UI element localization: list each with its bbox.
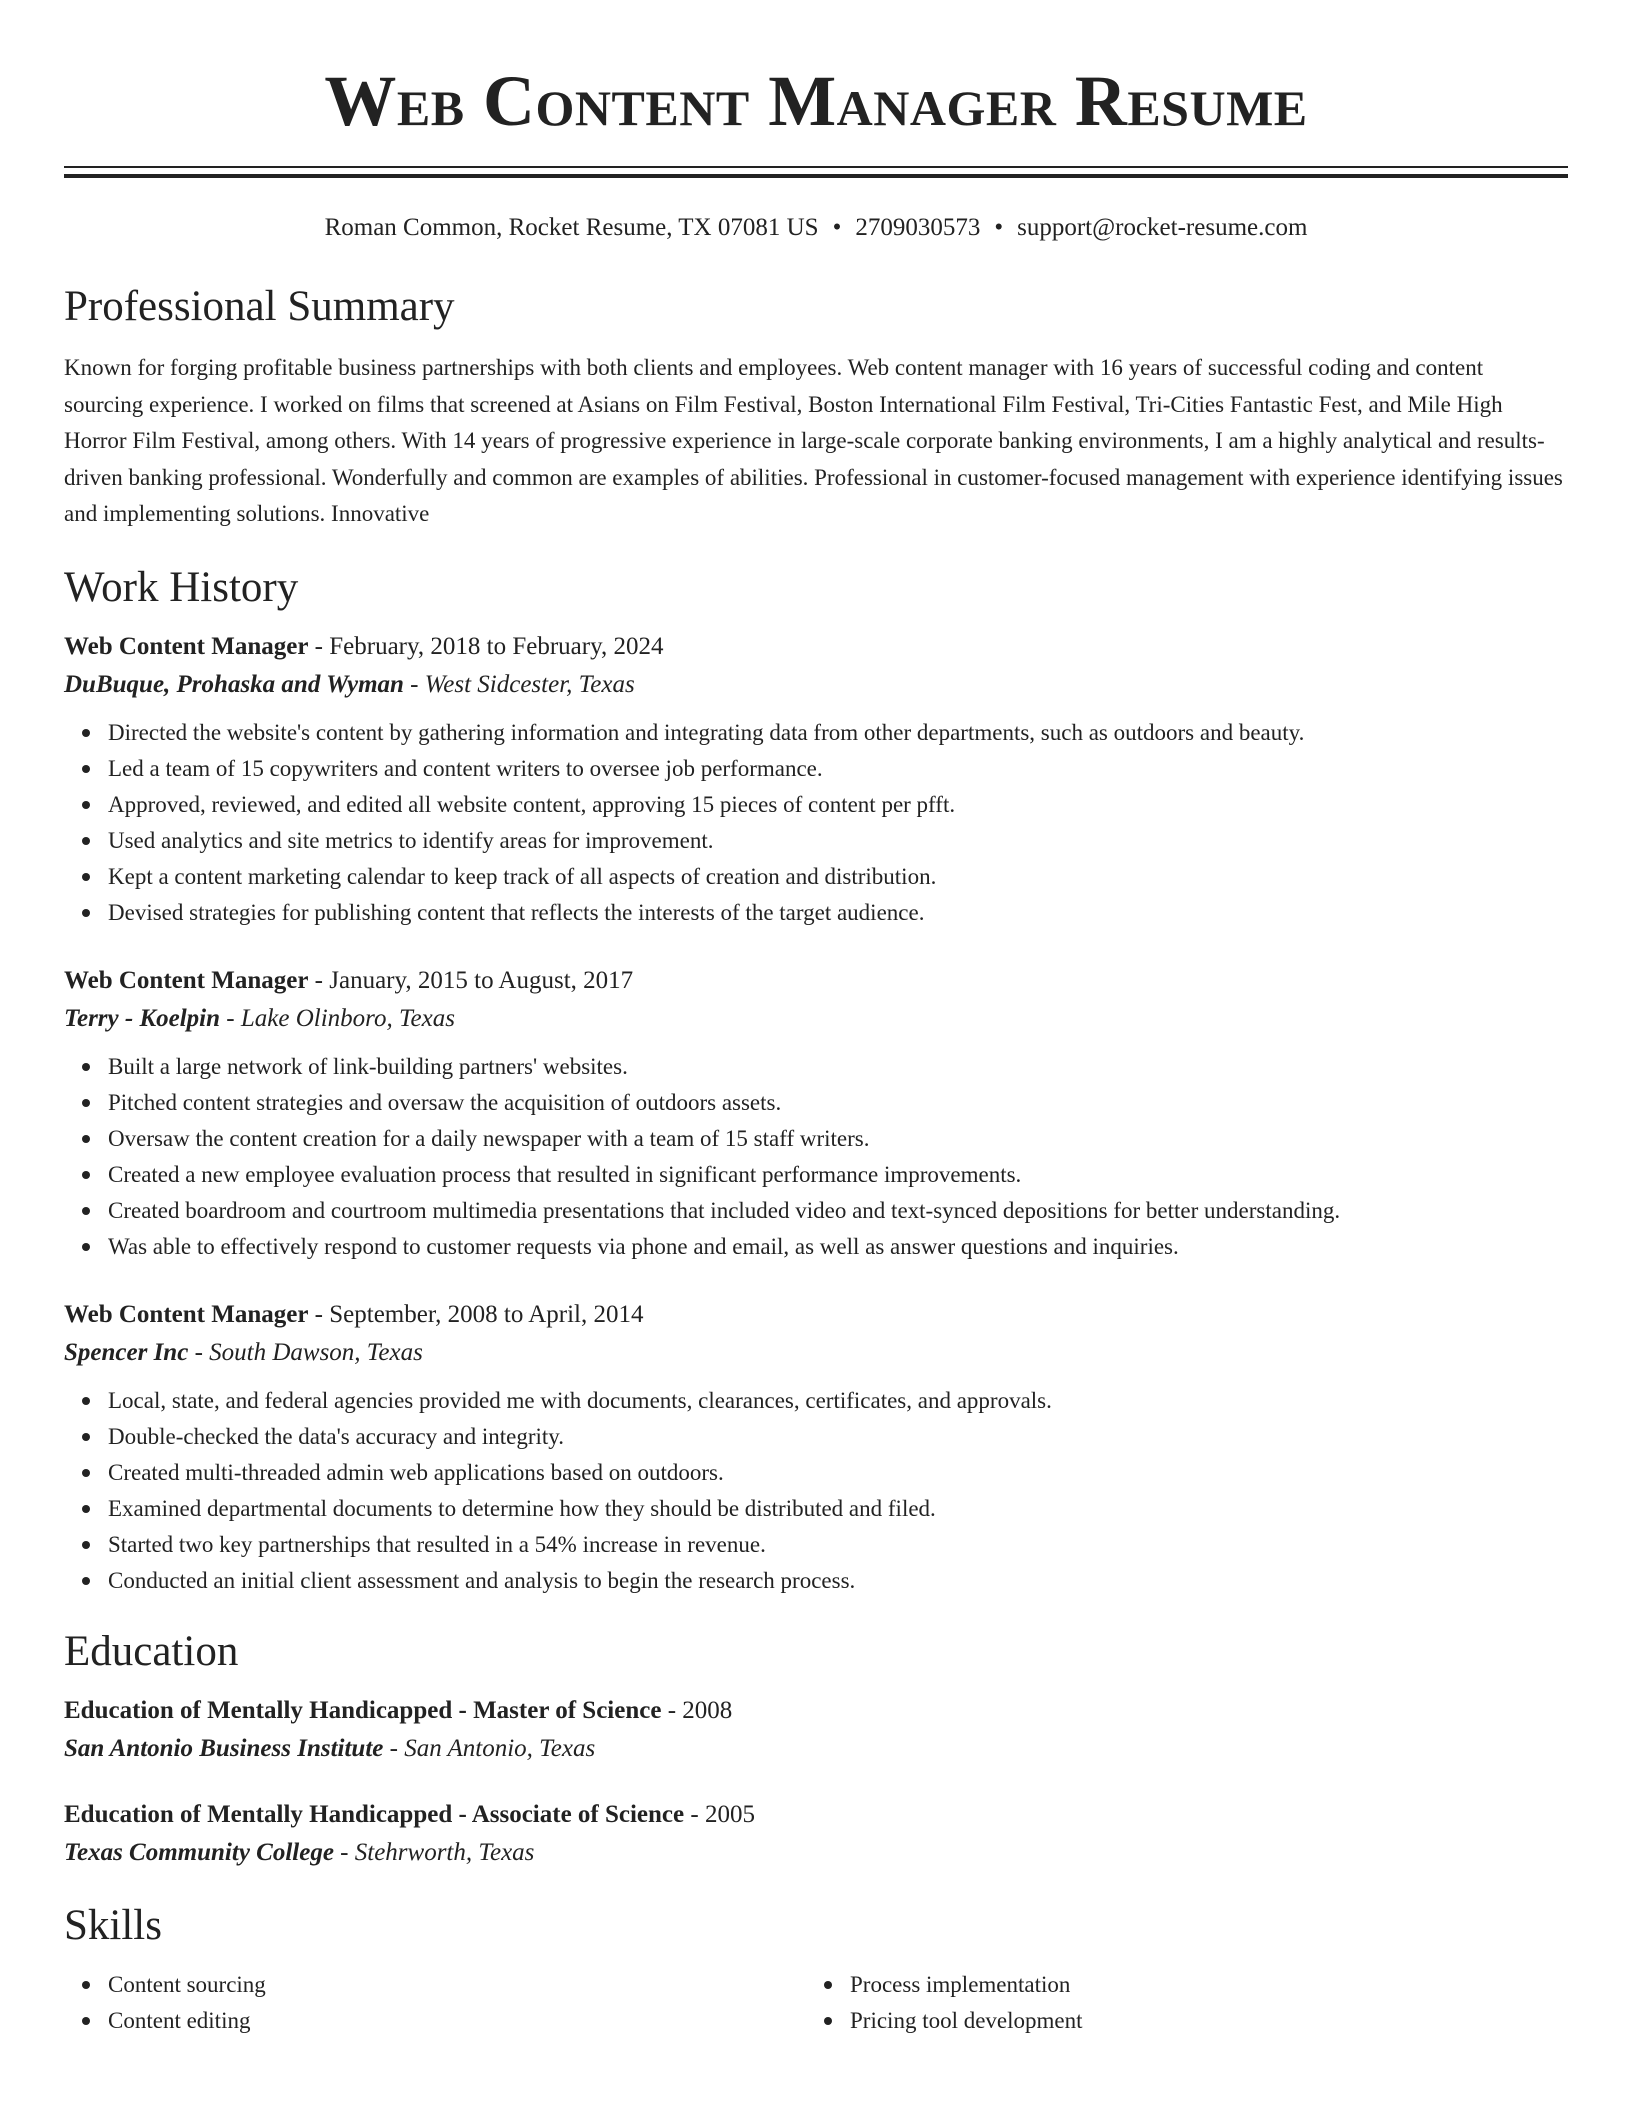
job-title: Web Content Manager — [64, 1300, 309, 1328]
job-bullets — [64, 1383, 1568, 1599]
contact-separator: • — [832, 214, 842, 241]
list-item: Created a new employee evaluation process that resulted in significant performance improvements. — [108, 1157, 1568, 1193]
degree-year: - 2008 — [661, 1696, 733, 1724]
company-name: Spencer Inc — [64, 1338, 189, 1366]
education-heading: Education — [64, 1627, 239, 1675]
skill-item: Content editing — [108, 2003, 806, 2039]
job-entry — [64, 1299, 1568, 1599]
contact-address: Roman Common, Rocket Resume, TX 07081 US — [324, 214, 819, 241]
skills-column-right — [806, 1967, 1548, 2039]
school-name: Texas Community College — [64, 1838, 334, 1866]
school-name: San Antonio Business Institute — [64, 1734, 384, 1762]
job-bullets — [64, 1049, 1568, 1265]
degree-name: Education of Mentally Handicapped - Associate of Science — [64, 1800, 685, 1828]
list-item: Kept a content marketing calendar to keep track of all aspects of creation and distribution. — [108, 859, 1568, 895]
summary-text: Known for forging profitable business partnerships with both clients and employees. Web content manager with 16 years of successful coding and content sourcing experience. I worked on films that screened at Asians on Film Festival, Boston International Film Festival, Tri-Cities Fantastic Fest, and Mile High Horror Film Festival, among others. With 14 years of progressive experience in large-scale corporate banking environments, I am a highly analytical and results-driven banking professional. Wonderfully and common are examples of abilities. Professional in customer-focused management with experience identifying issues and implementing solutions. Innovative — [64, 355, 1563, 526]
skills-bullets — [64, 1967, 806, 2039]
list-item: Pitched content strategies and oversaw the acquisition of outdoors assets. — [108, 1085, 1568, 1121]
list-item: Created multi-threaded admin web applications based on outdoors. — [108, 1455, 1568, 1491]
contact-separator: • — [994, 214, 1004, 241]
company-line — [64, 1003, 1568, 1035]
title-divider-thin — [64, 166, 1568, 168]
list-item: Started two key partnerships that resulted in a 54% increase in revenue. — [108, 1527, 1568, 1563]
education-entry — [64, 1695, 1568, 1765]
school-line — [64, 1837, 1568, 1869]
list-item: Oversaw the content creation for a daily newspaper with a team of 15 staff writers. — [108, 1121, 1568, 1157]
list-item: Created boardroom and courtroom multimedia presentations that included video and text-synced depositions for better understanding. — [108, 1193, 1568, 1229]
skill-item: Pricing tool development — [850, 2003, 1548, 2039]
job-bullets — [64, 715, 1568, 931]
list-item: Built a large network of link-building partners' websites. — [108, 1049, 1568, 1085]
school-location: - Stehrworth, Texas — [333, 1838, 535, 1866]
job-title-line — [64, 1299, 1568, 1331]
contact-phone: 2709030573 — [855, 214, 981, 241]
company-line — [64, 669, 1568, 701]
skill-item: Process implementation — [850, 1967, 1548, 2003]
work-history-heading: Work History — [64, 563, 299, 611]
job-title: Web Content Manager — [64, 632, 309, 660]
job-entry — [64, 965, 1568, 1265]
list-item: Conducted an initial client assessment and analysis to begin the research process. — [108, 1563, 1568, 1599]
school-line — [64, 1733, 1568, 1765]
list-item: Devised strategies for publishing content that reflects the interests of the target audience. — [108, 895, 1568, 931]
degree-name: Education of Mentally Handicapped - Master of Science — [64, 1696, 662, 1724]
job-title-line — [64, 631, 1568, 663]
skills-heading: Skills — [64, 1901, 162, 1949]
skill-item: Content sourcing — [108, 1967, 806, 2003]
skills-list — [64, 1967, 1568, 2039]
title-divider-thick — [64, 174, 1568, 178]
job-dates: - January, 2015 to August, 2017 — [308, 966, 634, 994]
contact-line — [64, 212, 1568, 244]
school-location: - San Antonio, Texas — [383, 1734, 596, 1762]
list-item: Local, state, and federal agencies provided me with documents, clearances, certificates, and approvals. — [108, 1383, 1568, 1419]
job-title-line — [64, 965, 1568, 997]
list-item: Examined departmental documents to determine how they should be distributed and filed. — [108, 1491, 1568, 1527]
contact-email: support@rocket-resume.com — [1017, 214, 1308, 241]
skills-column-left — [64, 1967, 806, 2039]
list-item: Used analytics and site metrics to identify areas for improvement. — [108, 823, 1568, 859]
degree-line — [64, 1799, 1568, 1831]
list-item: Led a team of 15 copywriters and content writers to oversee job performance. — [108, 751, 1568, 787]
company-location: - South Dawson, Texas — [188, 1338, 423, 1366]
job-title: Web Content Manager — [64, 966, 309, 994]
company-name: DuBuque, Prohaska and Wyman — [64, 670, 404, 698]
skills-bullets — [806, 1967, 1548, 2039]
list-item: Approved, reviewed, and edited all website content, approving 15 pieces of content per pfft. — [108, 787, 1568, 823]
degree-line — [64, 1695, 1568, 1727]
company-location: - West Sidcester, Texas — [403, 670, 635, 698]
list-item: Double-checked the data's accuracy and integrity. — [108, 1419, 1568, 1455]
company-line — [64, 1337, 1568, 1369]
job-dates: - September, 2008 to April, 2014 — [308, 1300, 644, 1328]
job-entry — [64, 631, 1568, 931]
degree-year: - 2005 — [684, 1800, 755, 1828]
education-entry — [64, 1799, 1568, 1869]
list-item: Directed the website's content by gathering information and integrating data from other departments, such as outdoors and beauty. — [108, 715, 1568, 751]
job-dates: - February, 2018 to February, 2024 — [308, 632, 664, 660]
company-location: - Lake Olinboro, Texas — [220, 1004, 455, 1032]
company-name: Terry - Koelpin — [64, 1004, 221, 1032]
summary-heading: Professional Summary — [64, 283, 455, 330]
page-title: Web Content Manager Resume — [324, 61, 1308, 141]
list-item: Was able to effectively respond to customer requests via phone and email, as well as answer questions and inquiries. — [108, 1229, 1568, 1265]
